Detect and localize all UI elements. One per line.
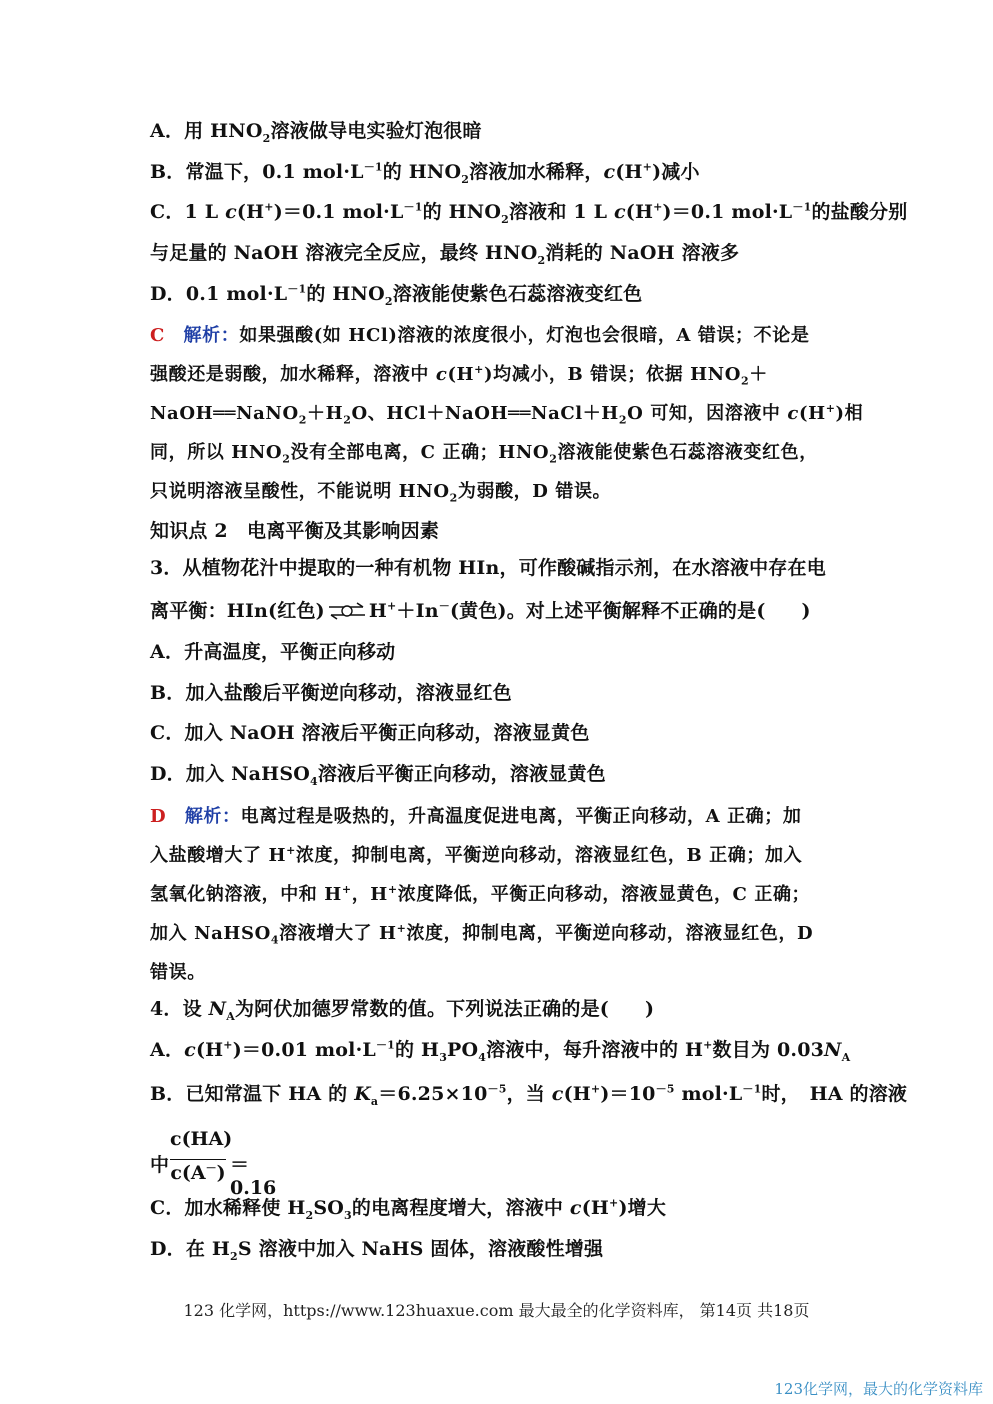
- q2-analysis-line4: 同，所以 $HNO_2$没有全部电离，C 正确；$HNO_2$溶液能使紫色石蕊溶液变红色，: [150, 442, 818, 466]
- q4-option-a: A．c(H+)＝0.01 $mol\cdot L^{-1}$的 $H_3PO_4$溶液中，每升溶液中的 H+数目为 $0.03N_A$: [150, 1038, 851, 1064]
- q3-answer: D: [150, 806, 167, 827]
- fraction-bar: [170, 1159, 226, 1160]
- q4-stem: 4．设 $N_A$为阿伏加德罗常数的值。下列说法正确的是( ): [150, 998, 655, 1023]
- q2-answer: C: [150, 325, 165, 346]
- q4-option-c: C．加水稀释使 $H_2SO_3$的电离程度增大，溶液中 c(H+)增大: [150, 1196, 667, 1222]
- q2-option-a: A．用 $HNO_2$溶液做导电实验灯泡很暗: [150, 120, 482, 145]
- q4-option-d: D．在 $H_2S$ 溶液中加入 NaHS 固体，溶液酸性增强: [150, 1238, 604, 1263]
- q3-analysis-line1: D 解析：电离过程是吸热的，升高温度促进电离，平衡正向移动，A 正确；加: [150, 806, 802, 827]
- q3-analysis-line4: 加入 NaHSO$_4$溶液增大了 H+浓度，抑制电离，平衡逆向移动，溶液显红色，D: [150, 922, 814, 947]
- q2-option-c-line1: C．1 L c(H+)＝0.1 $mol\cdot L^{-1}$的 $HNO_2$溶液和 1 L c(H+)＝0.1 $mol\cdot L^{-1}$的盐酸分别: [150, 200, 908, 226]
- equilibrium-arrow-icon: [325, 601, 369, 621]
- fraction-prefix: 中: [150, 1154, 170, 1176]
- q2-option-b: B．常温下，0.1 $mol\cdot L^{-1}$的 $HNO_2$溶液加水稀释，c(H+)减小: [150, 160, 700, 186]
- q2-analysis-line5: 只说明溶液呈酸性，不能说明 $HNO_2$为弱酸，D 错误。: [150, 481, 612, 505]
- q3-option-d: D．加入 NaHSO$_4$溶液后平衡正向移动，溶液显黄色: [150, 763, 606, 788]
- q3-analysis-line2: 入盐酸增大了 H+浓度，抑制电离，平衡逆向移动，溶液显红色，B 正确；加入: [150, 844, 803, 866]
- q2-option-c-line2: 与足量的 NaOH 溶液完全反应，最终 $HNO_2$消耗的 NaOH 溶液多: [150, 242, 740, 267]
- fraction-numerator: c(HA): [170, 1128, 233, 1150]
- q3-analysis-line5: 错误。: [150, 962, 206, 983]
- q2-analysis-label: 解析：: [183, 325, 240, 346]
- fraction-value: ＝0.16: [230, 1154, 277, 1199]
- q2-option-d: D．0.1 $mol\cdot L^{-1}$的 $HNO_2$溶液能使紫色石蕊溶液变红色: [150, 282, 643, 308]
- section-title: 知识点 2 电离平衡及其影响因素: [150, 520, 440, 542]
- q3-option-c: C．加入 NaOH 溶液后平衡正向移动，溶液显黄色: [150, 722, 590, 744]
- q3-analysis-line3: 氢氧化钠溶液，中和 H+，H+浓度降低，平衡正向移动，溶液显黄色，C 正确；: [150, 883, 811, 905]
- page-footer: 123 化学网，https://www.123huaxue.com 最大最全的化学资料库， 第14页 共18页: [183, 1301, 810, 1320]
- q3-analysis-label: 解析：: [184, 806, 241, 827]
- q4-option-b: B．已知常温下 HA 的 $K_a=6.25\times 10^{-5}$，当 $c(H^+)=10^{-5}$ $mol\cdot L^{-1}$时， HA 的溶液: [150, 1082, 908, 1108]
- q3-option-b: B．加入盐酸后平衡逆向移动，溶液显红色: [150, 682, 512, 704]
- q2-analysis-line2: 强酸还是弱酸，加水稀释，溶液中 c(H+)均减小，B 错误；依据 $HNO_2+$: [150, 363, 768, 388]
- q3-option-a: A．升高温度，平衡正向移动: [150, 641, 396, 663]
- q2-analysis-line1: C 解析：如果强酸(如 HCl)溶液的浓度很小，灯泡也会很暗，A 错误；不论是: [150, 325, 810, 346]
- site-watermark: 123化学网，最大的化学资料库: [774, 1380, 983, 1398]
- fraction-denominator: c(A－): [170, 1161, 226, 1184]
- q3-stem-line1: 3．从植物花汁中提取的一种有机物 HIn，可作酸碱指示剂，在水溶液中存在电: [150, 557, 826, 579]
- q3-stem-line2: 离平衡：HIn(红色) H+＋In－(黄色)。对上述平衡解释不正确的是( ): [150, 599, 811, 622]
- q2-analysis-line3: $NaOH══NaNO_2+H_2O$、$HCl+NaOH══NaCl+H_2O$ 可知，因溶液中 c(H+)相: [150, 402, 864, 427]
